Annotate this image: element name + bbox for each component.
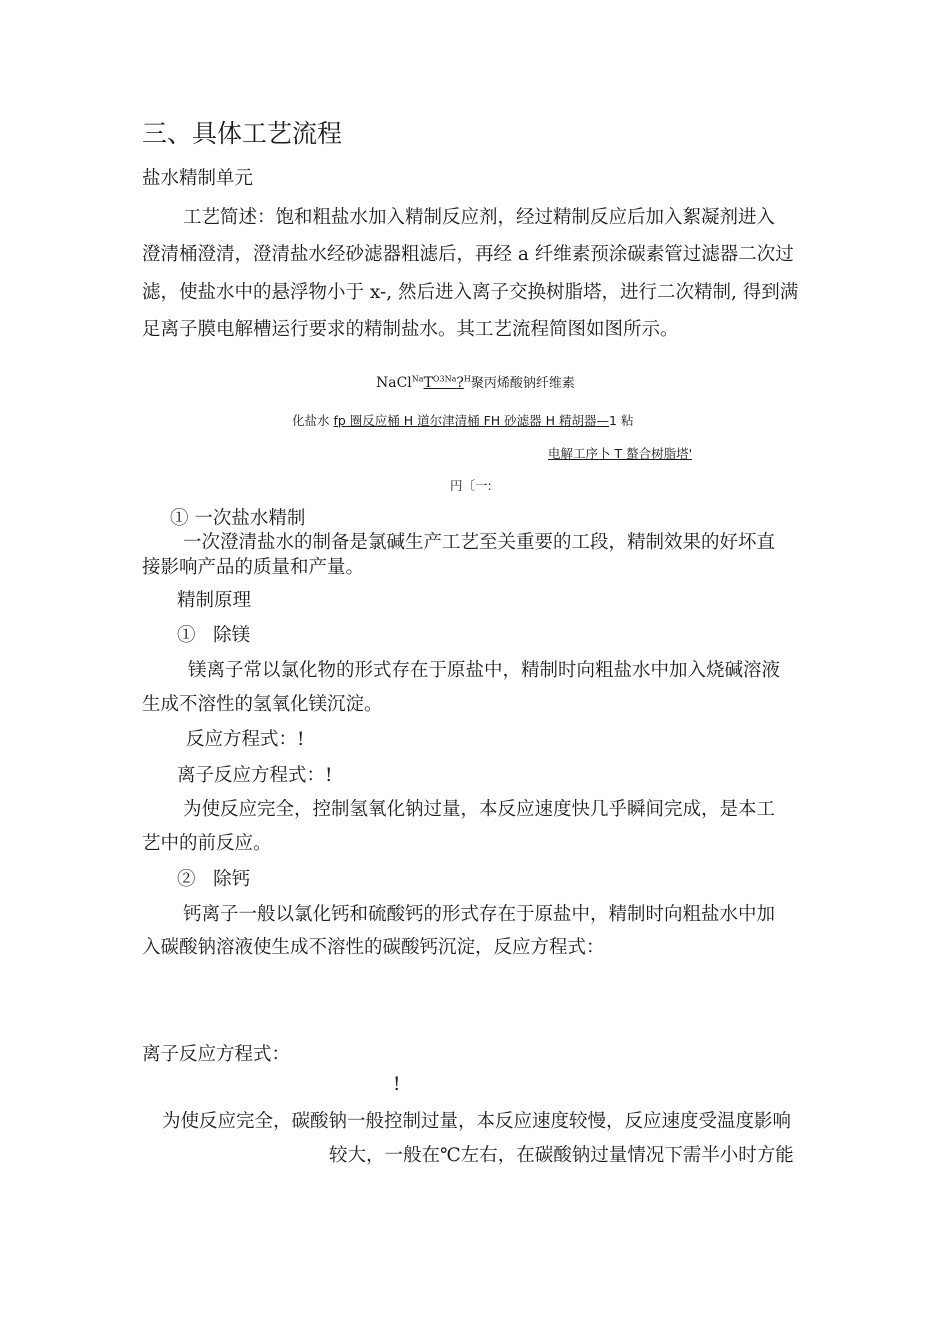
ca-title: ② 除钙 [177, 869, 251, 890]
diagram-sup-na: Na [411, 374, 424, 384]
intro-line-1: 工艺简述：饱和粗盐水加入精制反应剂，经过精制反应后加入絮凝剂进入 [183, 207, 776, 228]
diagram-nacl: NaCl [376, 375, 412, 391]
diagram-tail: 1 粘 [609, 413, 634, 428]
principle-title: 精制原理 [177, 590, 252, 611]
page-heading: 三、具体工艺流程 [142, 119, 343, 148]
diagram-t: T [423, 375, 433, 391]
mg-title: ① 除镁 [177, 625, 251, 646]
sub1-line-2: 接影响产品的质量和产量。 [142, 557, 365, 578]
ca-note-line-2: 较大，一般在℃左右，在碳酸钠过量情况下需半小时方能 [329, 1145, 794, 1166]
ca-ion-equation: 离子反应方程式： [142, 1044, 291, 1065]
sub1-line-1: 一次澄清盐水的制备是氯碱生产工艺至关重要的工段，精制效果的好坏直 [183, 532, 776, 553]
ca-line-2: 入碳酸钠溶液使生成不溶性的碳酸钙沉淀，反应方程式： [142, 937, 605, 958]
diagram-sup-3na: 3Na [439, 374, 457, 384]
diagram-additives: 聚丙烯酸钠纤维素 [470, 376, 575, 391]
diagram-line-2 [292, 411, 633, 429]
section-title: 盐水精制单元 [142, 168, 254, 189]
mg-line-1: 镁离子常以氯化物的形式存在于原盐中，精制时向粗盐水中加入烧碱溶液 [188, 660, 781, 681]
diagram-sup-h: H [463, 374, 471, 384]
diagram-sup-o: O [432, 374, 440, 384]
diagram-line-3 [548, 444, 692, 462]
ca-line-1: 钙离子一般以氯化钙和硫酸钙的形式存在于原盐中，精制时向粗盐水中加 [183, 904, 776, 925]
diagram-caption: 円〔一: [450, 478, 492, 493]
mg-note-line-1: 为使反应完全，控制氢氧化钠过量，本反应速度快几乎瞬间完成，是本工 [183, 799, 776, 820]
mg-ion-equation: 离子反应方程式：! [177, 765, 333, 786]
diagram-line-1 [376, 372, 575, 391]
intro-line-2: 澄清桶澄清，澄清盐水经砂滤器粗滤后，再经 a 纤维素预涂碳素管过滤器二次过 [142, 244, 794, 265]
intro-line-4: 足离子膜电解槽运行要求的精制盐水。其工艺流程简图如图所示。 [142, 319, 679, 340]
intro-line-3: 滤，使盐水中的悬浮物小于 x-, 然后进入离子交换树脂塔，进行二次精制, 得到满 [142, 282, 799, 303]
diagram-electrolysis: 电解工序卜 T 螯合树脂塔' [548, 446, 693, 461]
diagram-q: ? [456, 375, 464, 391]
mg-line-2: 生成不溶性的氢氧化镁沉淀。 [142, 694, 383, 715]
mg-note-line-2: 艺中的前反应。 [142, 833, 272, 854]
mg-equation: 反应方程式：! [186, 729, 305, 750]
ca-excl: ! [393, 1074, 401, 1095]
ca-note-line-1: 为使反应完全，碳酸钠一般控制过量，本反应速度较慢，反应速度受温度影响 [162, 1111, 792, 1132]
diagram-process-chain: fp 圈反应桶 H 道尔津清桶 FH 砂滤器 H 精胡器— [333, 413, 610, 428]
diagram-salt-water: 化盐水 [292, 413, 334, 428]
sub1-title: ① 一次盐水精制 [170, 508, 306, 529]
diagram-underlined [424, 375, 464, 391]
